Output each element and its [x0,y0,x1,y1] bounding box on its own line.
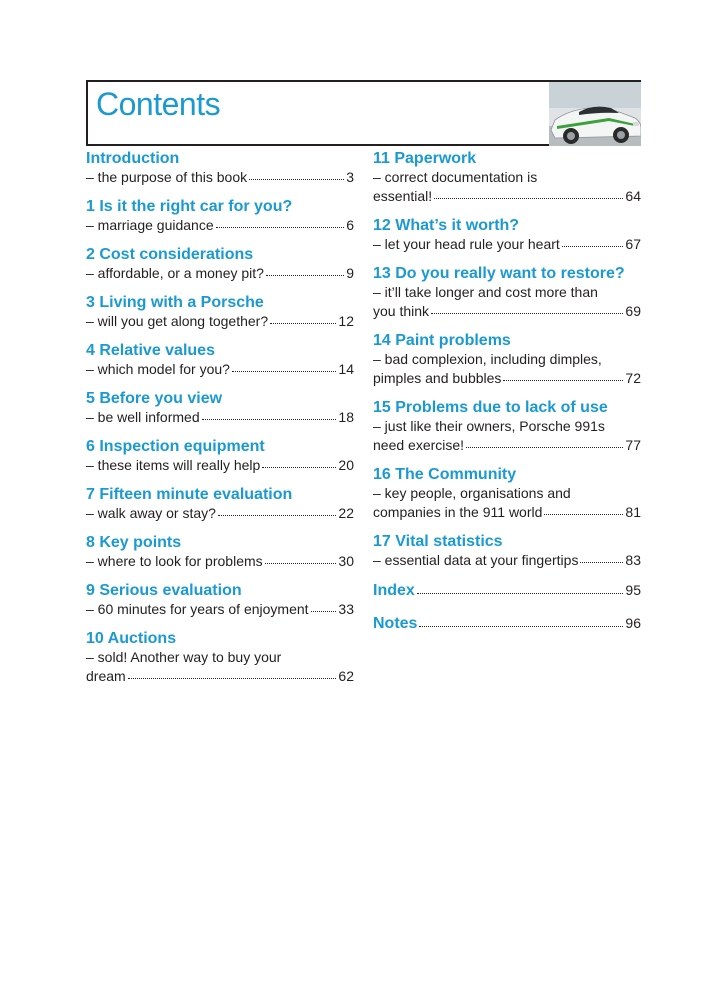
toc-page-number: 33 [338,601,354,617]
toc-entry-4-relative-values[interactable] [86,342,354,379]
toc-entry-description [86,552,354,571]
toc-entry-description [86,504,354,523]
description-line: – marriage guidance [86,217,214,233]
toc-entry-title: 2 Cost considerations [86,246,254,263]
toc-entry-5-before-you-view[interactable] [86,390,354,427]
toc-entry-11-paperwork[interactable] [373,150,641,206]
toc-page-number: 20 [338,457,354,473]
dot-leader [431,313,623,314]
toc-entry-title: 14 Paint problems [373,332,511,349]
toc-entry-title: Index [373,582,415,599]
page-title: Contents [96,86,221,122]
dot-leader [216,227,345,228]
toc-entry-description [373,350,641,388]
description-line: – essential data at your fingertips [373,552,579,568]
description-line: – which model for you? [86,361,230,377]
toc-page-number: 69 [625,303,641,319]
toc-entry-7-fifteen-minute-evaluation[interactable] [86,486,354,523]
toc-entry-title: 10 Auctions [86,630,177,647]
toc-entry-index[interactable] [373,581,641,600]
description-line: – key people, organisations and [373,485,571,501]
toc-page-number: 22 [338,505,354,521]
toc-entry-description [373,235,641,254]
toc-page-number: 64 [625,188,641,204]
toc-entry-description [86,456,354,475]
dot-leader [128,678,337,679]
toc-page-number: 83 [625,552,641,568]
toc-entry-description [86,168,354,187]
dot-leader [466,447,623,448]
toc-entry-description [86,360,354,379]
toc-page-number: 81 [625,504,641,520]
toc-right-column [373,150,641,647]
toc-page-number: 67 [625,236,641,252]
toc-entry-description [86,216,354,235]
toc-page-number: 72 [625,370,641,386]
toc-entry-title: 11 Paperwork [373,150,477,167]
toc-entry-13-do-you-really-want-to-restore[interactable] [373,265,641,321]
dot-leader [262,467,336,468]
description-line: – 60 minutes for years of enjoyment [86,601,309,617]
toc-entry-title: 4 Relative values [86,342,215,359]
description-line: – let your head rule your heart [373,236,560,252]
toc-entry-title: 1 Is it the right car for you? [86,198,293,215]
toc-page-number: 3 [346,169,354,185]
description-line: companies in the 911 world [373,504,543,520]
dot-leader [434,198,623,199]
description-line: – sold! Another way to buy your [86,649,282,665]
toc-entry-15-problems-due-to-lack-of-use[interactable] [373,399,641,455]
dot-leader [232,371,336,372]
porsche-car-image [549,82,641,146]
toc-entry-description [86,648,354,686]
toc-entry-12-what-s-it-worth[interactable] [373,217,641,254]
toc-page-number: 12 [338,313,354,329]
toc-entry-title: 9 Serious evaluation [86,582,242,599]
toc-entry-10-auctions[interactable] [86,630,354,686]
toc-entry-description [86,312,354,331]
dot-leader [419,626,623,627]
toc-entry-title: 12 What’s it worth? [373,217,520,234]
description-line: – be well informed [86,409,200,425]
toc-entry-title: 15 Problems due to lack of use [373,399,608,416]
description-line: – just like their owners, Porsche 991s [373,418,605,434]
toc-entry-description [86,408,354,427]
toc-entry-title: Notes [373,615,418,632]
description-line: – will you get along together? [86,313,269,329]
dot-leader [503,380,623,381]
toc-page-number: 14 [338,361,354,377]
toc-entry-title: 8 Key points [86,534,182,551]
toc-entry-17-vital-statistics[interactable] [373,533,641,570]
toc-entry-description [373,168,641,206]
dot-leader [202,419,337,420]
toc-page-number: 9 [346,265,354,281]
toc-entry-description [373,551,641,570]
description-line: – these items will really help [86,457,261,473]
toc-entry-title: Introduction [86,150,180,167]
toc-entry-6-inspection-equipment[interactable] [86,438,354,475]
toc-entry-description [86,264,354,283]
dot-leader [265,563,337,564]
description-line: – the purpose of this book [86,169,248,185]
toc-entry-title: 13 Do you really want to restore? [373,265,625,282]
toc-page-number: 18 [338,409,354,425]
toc-entry-2-cost-considerations[interactable] [86,246,354,283]
dot-leader [562,246,624,247]
toc-entry-introduction[interactable] [86,150,354,187]
toc-page-number: 77 [625,437,641,453]
description-line: – correct documentation is [373,169,538,185]
description-line: need exercise! [373,437,465,453]
toc-entry-title: 17 Vital statistics [373,533,503,550]
toc-entry-title: 16 The Community [373,466,517,483]
description-line: essential! [373,188,433,204]
dot-leader [266,275,344,276]
description-line: pimples and bubbles [373,370,502,386]
toc-page-number: 30 [338,553,354,569]
toc-entry-title: 6 Inspection equipment [86,438,265,455]
toc-entry-14-paint-problems[interactable] [373,332,641,388]
toc-page-number: 6 [346,217,354,233]
toc-page-number: 62 [338,668,354,684]
contents-header [86,80,641,146]
description-line: you think [373,303,430,319]
toc-entry-1-is-it-the-right-car-for-you[interactable] [86,198,354,235]
toc-page-number: 95 [625,582,641,598]
toc-entry-3-living-with-a-porsche[interactable] [86,294,354,331]
toc-left-column [86,150,354,697]
toc-entry-16-the-community[interactable] [373,466,641,522]
description-line: – walk away or stay? [86,505,216,521]
description-line: – affordable, or a money pit? [86,265,264,281]
dot-leader [580,562,623,563]
dot-leader [249,179,344,180]
toc-page-number: 96 [625,615,641,631]
dot-leader [544,514,623,515]
toc-entry-title: 7 Fifteen minute evaluation [86,486,293,503]
dot-leader [311,611,337,612]
dot-leader [270,323,336,324]
toc-entry-title: 5 Before you view [86,390,223,407]
toc-entry-description [373,417,641,455]
toc-entry-8-key-points[interactable] [86,534,354,571]
dot-leader [417,593,624,594]
toc-entry-title: 3 Living with a Porsche [86,294,264,311]
description-line: – where to look for problems [86,553,263,569]
toc-entry-notes[interactable] [373,614,641,633]
dot-leader [218,515,336,516]
description-line: – bad complexion, including dimples, [373,351,602,367]
description-line: dream [86,668,126,684]
toc-entry-description [86,600,354,619]
toc-entry-description [373,484,641,522]
toc-entry-9-serious-evaluation[interactable] [86,582,354,619]
toc-entry-description [373,283,641,321]
description-line: – it’ll take longer and cost more than [373,284,598,300]
